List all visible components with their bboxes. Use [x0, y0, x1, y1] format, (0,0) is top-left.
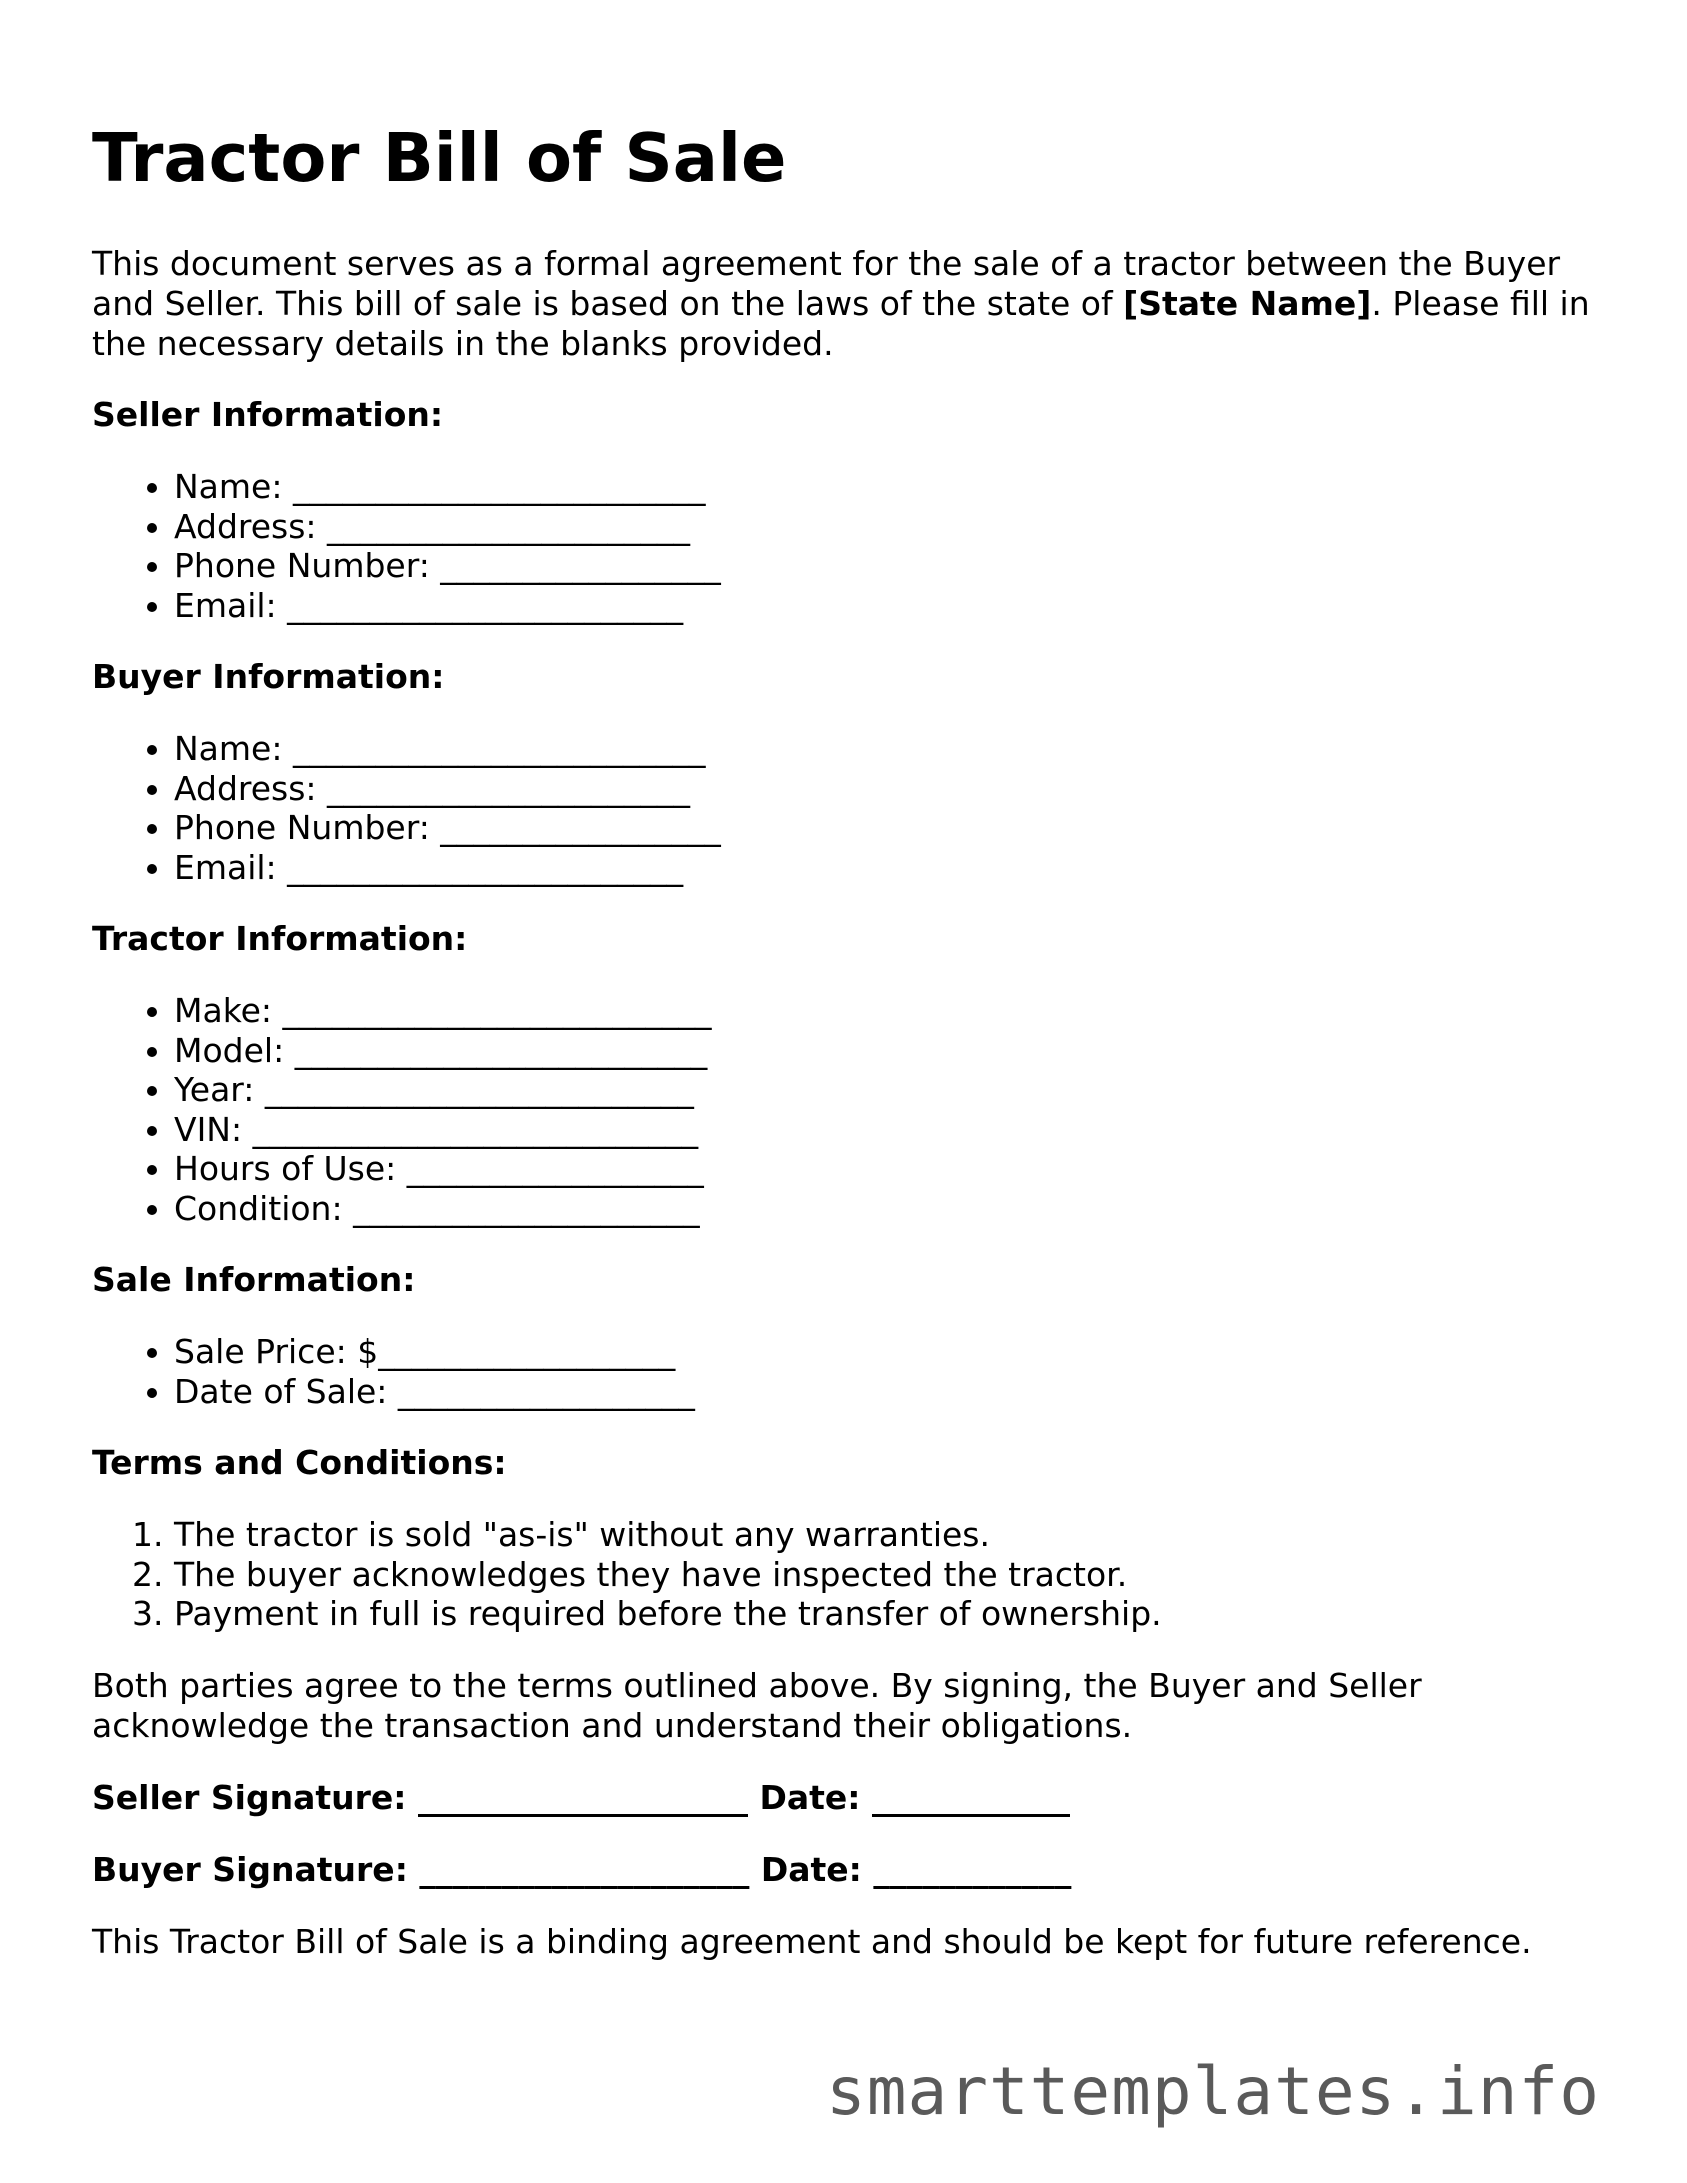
state-name-placeholder: [State Name] — [1123, 284, 1372, 323]
tractor-year-field: • Year: __________________________ — [174, 1070, 1612, 1110]
seller-fields-list — [92, 467, 1612, 625]
watermark-text: smarttemplates.info — [826, 2053, 1600, 2130]
tractor-fields-list — [92, 991, 1612, 1228]
intro-text-before: This document serves as a formal agreement for the sale of a tractor between the Buyer and Seller. This bill of sale is based on the laws of the state of — [92, 244, 1561, 323]
terms-list — [92, 1515, 1612, 1634]
tractor-make-field: • Make: __________________________ — [174, 991, 1612, 1031]
tractor-model-field: • Model: _________________________ — [174, 1031, 1612, 1071]
seller-email-field: • Email: ________________________ — [174, 586, 1612, 626]
seller-signature-line: Seller Signature: ____________________ Date: ____________ — [92, 1777, 1070, 1817]
document-page — [92, 118, 1612, 1962]
term-item: 3. Payment in full is required before the transfer of ownership. — [174, 1594, 1612, 1634]
term-item: 1. The tractor is sold "as-is" without any warranties. — [174, 1515, 1612, 1555]
sale-fields-list — [92, 1332, 1612, 1411]
buyer-heading: Buyer Information: — [92, 657, 445, 696]
terms-heading: Terms and Conditions: — [92, 1443, 507, 1482]
intro-text-after: . Please fill in the necessary details in the blanks provided. — [92, 284, 1590, 363]
tractor-hours-field: • Hours of Use: __________________ — [174, 1149, 1612, 1189]
buyer-address-field: • Address: ______________________ — [174, 769, 1612, 809]
tractor-condition-field: • Condition: _____________________ — [174, 1189, 1612, 1229]
buyer-signature-line: Buyer Signature: ____________________ Date: ____________ — [92, 1849, 1072, 1889]
sale-heading: Sale Information: — [92, 1260, 416, 1299]
closing-paragraph: Both parties agree to the terms outlined above. By signing, the Buyer and Seller acknowledge the transaction and understand their obligations. — [92, 1665, 1422, 1745]
buyer-email-field: • Email: ________________________ — [174, 848, 1612, 888]
buyer-name-field: • Name: _________________________ — [174, 729, 1612, 769]
tractor-vin-field: • VIN: ___________________________ — [174, 1110, 1612, 1150]
seller-address-field: • Address: ______________________ — [174, 507, 1612, 547]
seller-name-field: • Name: _________________________ — [174, 467, 1612, 507]
buyer-phone-field: • Phone Number: _________________ — [174, 808, 1612, 848]
seller-heading: Seller Information: — [92, 395, 444, 434]
sale-price-field: • Sale Price: $__________________ — [174, 1332, 1612, 1372]
footer-note: This Tractor Bill of Sale is a binding agreement and should be kept for future reference. — [92, 1921, 1532, 1961]
document-title: Tractor Bill of Sale — [92, 119, 787, 197]
buyer-fields-list — [92, 729, 1612, 887]
sale-date-field: • Date of Sale: __________________ — [174, 1372, 1612, 1412]
seller-phone-field: • Phone Number: _________________ — [174, 546, 1612, 586]
term-item: 2. The buyer acknowledges they have inspected the tractor. — [174, 1555, 1612, 1595]
tractor-heading: Tractor Information: — [92, 919, 468, 958]
intro-paragraph — [92, 244, 1612, 364]
